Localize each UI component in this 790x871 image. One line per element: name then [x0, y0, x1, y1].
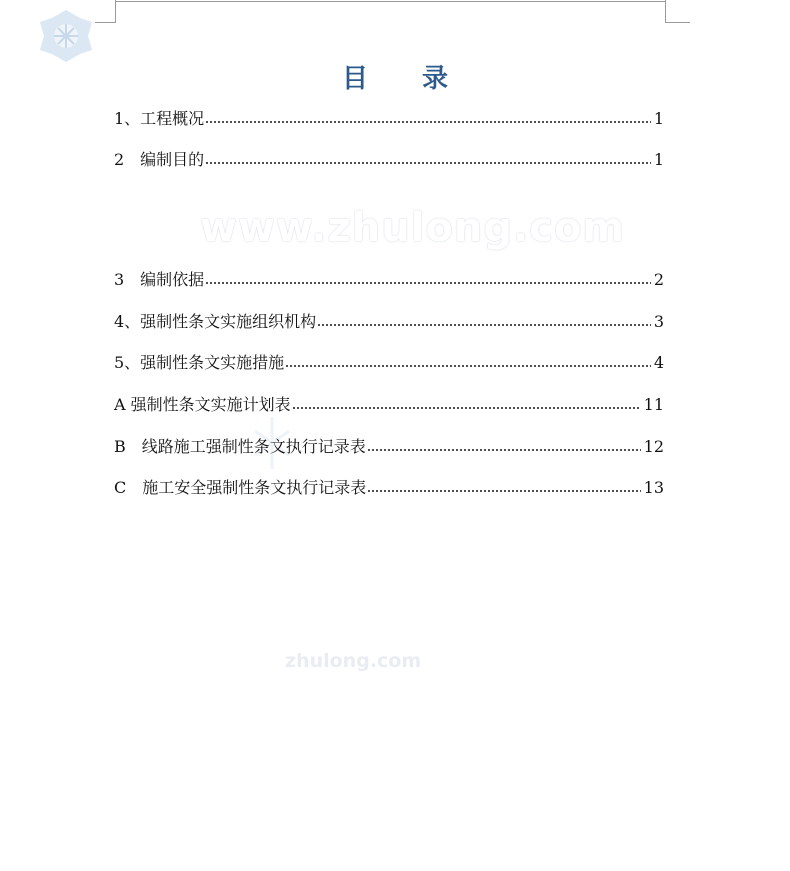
- zhulong-logo-icon: [36, 8, 96, 64]
- toc-entry-page: 1: [653, 109, 664, 128]
- toc-entry-label: B 线路施工强制性条文执行记录表: [114, 437, 366, 456]
- crop-mark-top-left: [95, 0, 116, 23]
- toc-entry[interactable]: [114, 148, 664, 170]
- crop-mark-top-right: [665, 0, 690, 23]
- toc-entry-label: 4、强制性条文实施组织机构: [114, 312, 317, 331]
- toc-entry-label: 3 编制依据: [114, 270, 205, 289]
- toc-dot-leader: [367, 447, 641, 453]
- toc-dot-leader: [317, 322, 651, 328]
- toc-entry-page: 2: [653, 270, 664, 289]
- toc-entry-label: 1、工程概况: [114, 109, 205, 128]
- toc-entry-label: A 强制性条文实施计划表: [114, 395, 291, 414]
- watermark-main: www.zhulong.com: [200, 205, 626, 251]
- toc-entry-label: 2 编制目的: [114, 150, 205, 169]
- toc-dot-leader: [205, 160, 651, 166]
- toc-dot-leader: [205, 119, 651, 125]
- toc-dot-leader: [367, 488, 640, 494]
- toc-entry[interactable]: [114, 310, 664, 332]
- toc-entry[interactable]: [114, 107, 664, 129]
- toc-dot-leader: [292, 405, 641, 411]
- toc-title: 目 录: [341, 64, 462, 94]
- toc-entry-page: 4: [653, 353, 664, 372]
- toc-entry[interactable]: [114, 476, 664, 498]
- toc-entry[interactable]: [114, 393, 664, 415]
- watermark-footer: zhulong.com: [285, 650, 422, 672]
- toc-dot-leader: [285, 363, 651, 369]
- toc-entry-page: 3: [653, 312, 664, 331]
- toc-entry[interactable]: [114, 351, 664, 373]
- toc-dot-leader: [205, 280, 651, 286]
- header-rule: [115, 1, 665, 2]
- toc-entry-page: 1: [653, 150, 664, 169]
- toc-entry[interactable]: [114, 435, 664, 457]
- toc-entry-label: 5、强制性条文实施措施: [114, 353, 285, 372]
- toc-entry-page: 12: [643, 437, 664, 456]
- toc-entry-label: C 施工安全强制性条文执行记录表: [114, 478, 367, 497]
- toc-entry-page: 13: [643, 478, 664, 497]
- toc-entry[interactable]: [114, 268, 664, 290]
- toc-entry-page: 11: [643, 395, 664, 414]
